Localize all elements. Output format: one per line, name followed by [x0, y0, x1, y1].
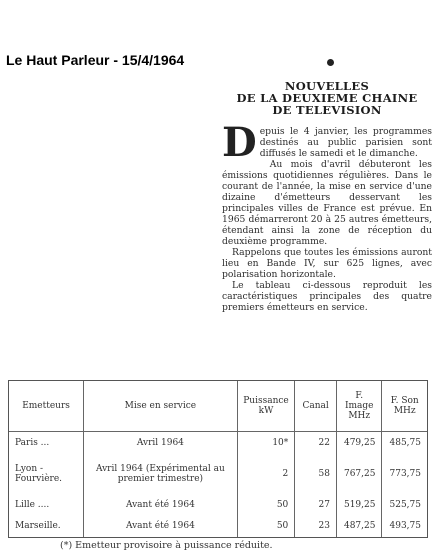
header-emetteurs: Emetteurs	[9, 381, 84, 432]
header-f-image: F. Image MHz	[336, 381, 382, 432]
cell-son: 485,75	[382, 432, 427, 455]
table-row	[9, 432, 427, 455]
table-header-row	[9, 381, 427, 432]
cell-canal: 27	[295, 494, 337, 516]
cell-mise: Avril 1964	[84, 432, 238, 455]
header-canal: Canal	[295, 381, 337, 432]
cell-emetteur: Marseille.	[15, 521, 61, 532]
article-body	[222, 119, 432, 313]
cell-mise: Avant été 1964	[84, 494, 238, 516]
article-paragraph-2: Au mois d'avril débuteront les émissions quotidiennes régulières. Dans le courant de l'année, la mise en service d'une dizaine d'émetteurs desservant les principales villes de France est prévue. En 1965 démarreront 20 à 25 autres émetteurs, étendant ainsi la zone de réception du deuxième programme.	[222, 159, 432, 247]
header-puissance: Puissance kW	[237, 381, 295, 432]
cell-image: 519,25	[336, 494, 382, 516]
cell-son: 525,75	[382, 494, 427, 516]
article-paragraph-1	[222, 119, 432, 166]
drop-cap: D	[222, 119, 257, 166]
paragraph-1-text: epuis le 4 janvier, les programmes destinés au public parisien sont diffusés le samedi et le dimanche.	[259, 126, 432, 159]
cell-image: 767,25	[336, 454, 382, 494]
cell-canal: 23	[295, 515, 337, 537]
cell-puissance: 2	[237, 454, 295, 494]
cell-canal: 58	[295, 454, 337, 494]
cell-image: 487,25	[336, 515, 382, 537]
table-row	[9, 515, 427, 537]
cell-son: 493,75	[382, 515, 427, 537]
cell-puissance: 50	[237, 494, 295, 516]
source-caption: Le Haut Parleur - 15/4/1964	[6, 52, 185, 68]
header-f-son: F. Son MHz	[382, 381, 427, 432]
cell-mise: Avant été 1964	[84, 515, 238, 537]
cell-emetteur: Paris ...	[15, 438, 50, 449]
table-row	[9, 494, 427, 516]
article-headline	[218, 80, 436, 116]
cell-son: 773,75	[382, 454, 427, 494]
cell-puissance: 50	[237, 515, 295, 537]
cell-puissance: 10*	[237, 432, 295, 455]
transmitter-table	[8, 380, 428, 538]
header-mise-en-service: Mise en service	[84, 381, 238, 432]
headline-line-1: NOUVELLES	[284, 79, 370, 93]
article-paragraph-4: Le tableau ci-dessous reproduit les caractéristiques principales des quatre premiers émetteurs en service.	[222, 280, 432, 313]
cell-emetteur: Lille ....	[15, 499, 50, 510]
cell-canal: 22	[295, 432, 337, 455]
article-paragraph-3: Rappelons que toutes les émissions auront lieu en Bande IV, sur 625 lignes, avec polarisation horizontale.	[222, 247, 432, 280]
cell-mise: Avril 1964 (Expérimental au premier trimestre)	[84, 454, 238, 494]
table-footnote: (*) Emetteur provisoire à puissance réduite.	[60, 540, 273, 551]
cell-emetteur: Lyon - Fourvière.	[15, 463, 63, 484]
bullet-dot-icon	[327, 59, 334, 66]
headline-line-2: DE LA DEUXIEME CHAINE	[236, 91, 418, 105]
table-row	[9, 454, 427, 494]
cell-image: 479,25	[336, 432, 382, 455]
headline-line-3: DE TELEVISION	[272, 103, 382, 117]
